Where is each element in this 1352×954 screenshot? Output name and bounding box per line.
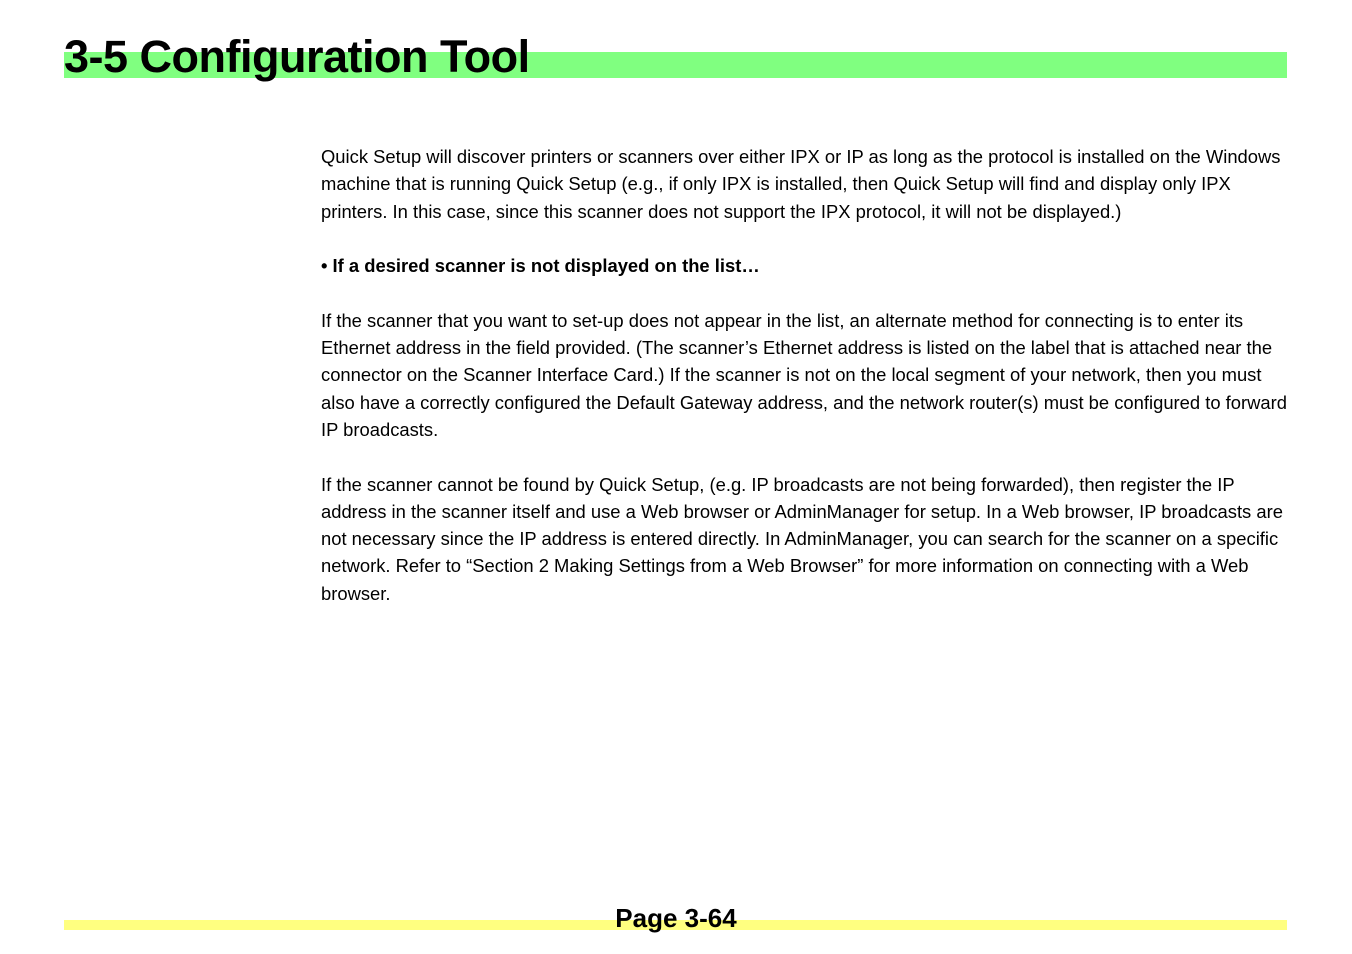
ip-broadcast-paragraph: If the scanner cannot be found by Quick Setup, (e.g. IP broadcasts are not being forwarded), then register the IP address in the scanner itself and use a Web browser or AdminManager for setup. In a Web browser, IP broadcasts are not necessary since the IP address is entered directly. In AdminManager, you can search for the scanner on a specific network. Refer to “Section 2 Making Settings from a Web Browser” for more information on connecting with a Web browser. [321, 473, 1283, 604]
ethernet-address-paragraph: If the scanner that you want to set-up does not appear in the list, an alternate method for connecting is to enter its Ethernet address in the field provided. (The scanner’s Ethernet address is listed on the label that is attached near the connector on the Scanner Interface Card.) If the scanner is not on the local segment of your network, then you must also have a correctly configured the Default Gateway address, and the network router(s) must be configured to forward IP broadcasts. [321, 309, 1288, 440]
page-title: 3-5 Configuration Tool [64, 31, 530, 82]
page-number: Page 3-64 [615, 903, 737, 933]
main-content [321, 143, 1289, 634]
intro-paragraph: Quick Setup will discover printers or scanners over either IPX or IP as long as the protocol is installed on the Windows machine that is running Quick Setup (e.g., if only IPX is installed, then Quick Setup will find and display only IPX printers. In this case, since this scanner does not support the IPX protocol, it will not be displayed.) [321, 146, 1281, 222]
bullet-heading: • If a desired scanner is not displayed on the list… [321, 255, 760, 277]
